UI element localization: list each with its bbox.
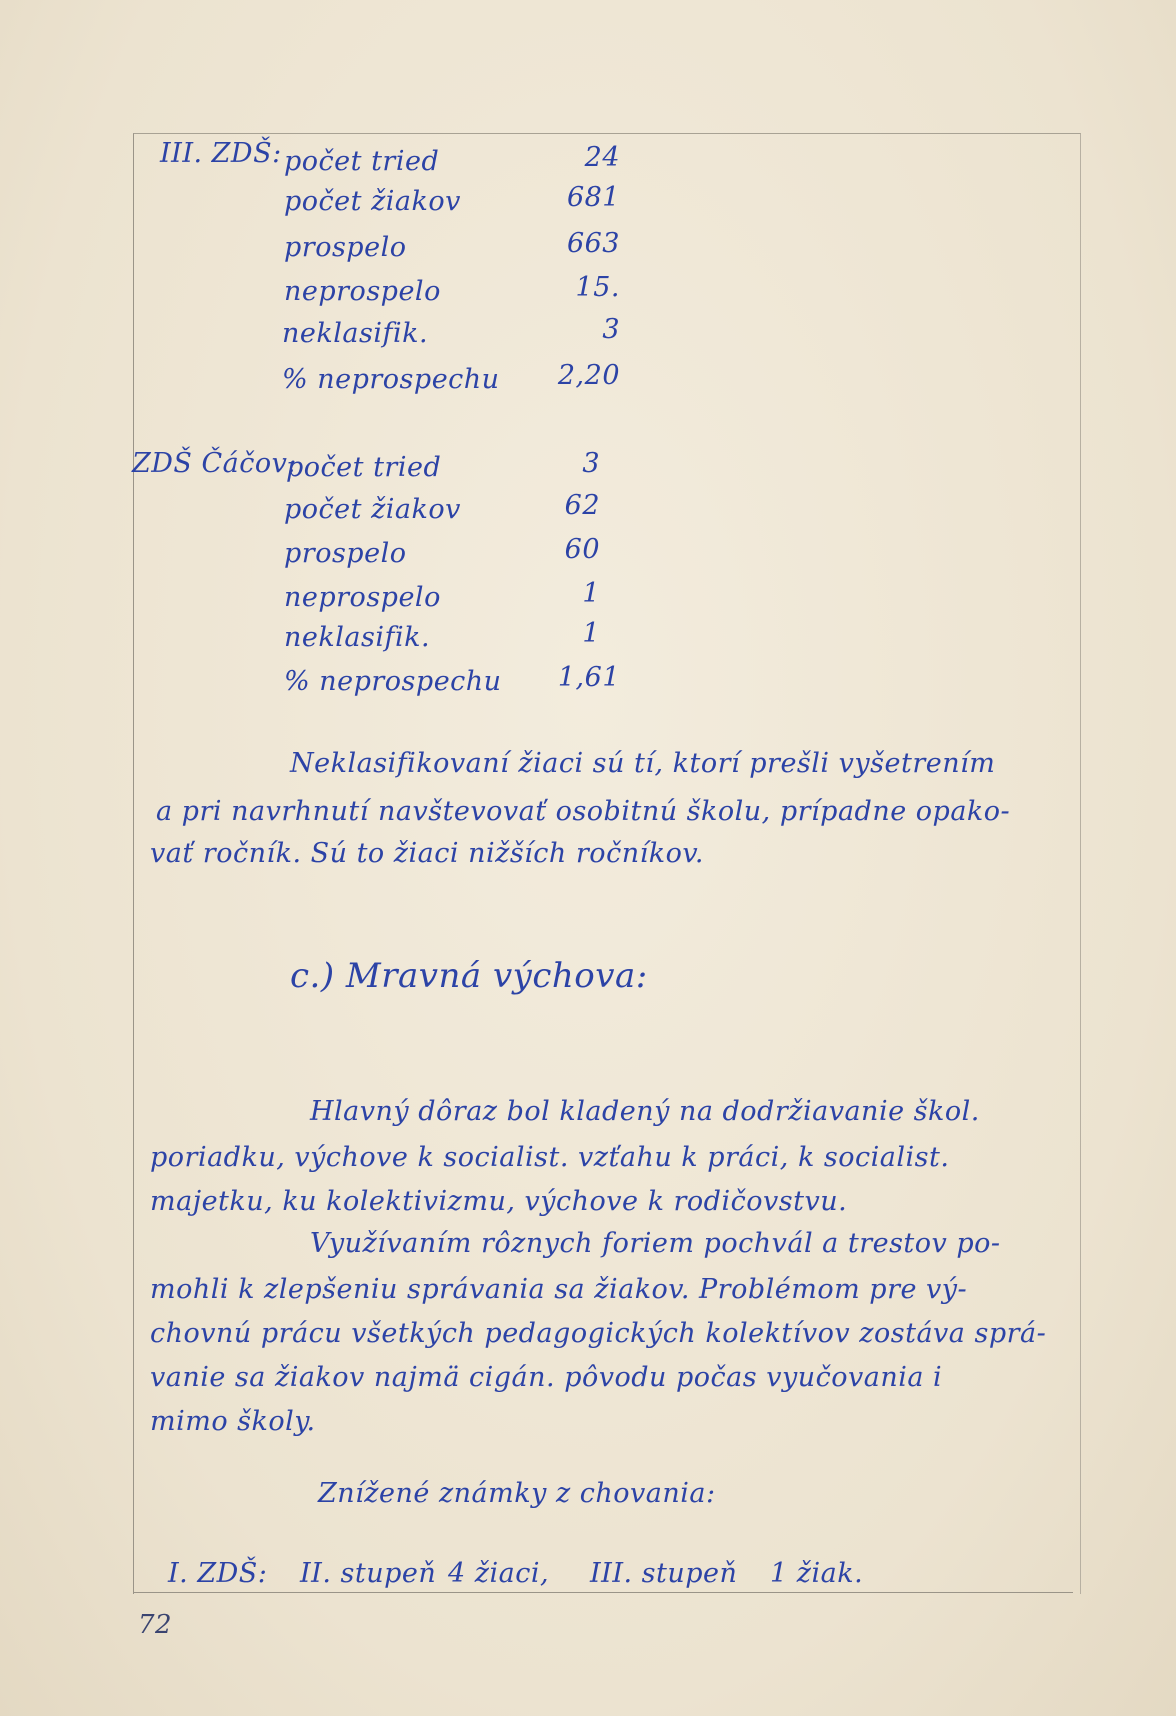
row-value: 62 (564, 490, 600, 521)
row-value: 663 (566, 228, 620, 259)
row-label: prospelo (284, 538, 407, 569)
paragraph-line: mohli k zlepšeniu správania sa žiakov. Problémom pre vý- (150, 1274, 968, 1305)
row-value: 1 (582, 578, 600, 609)
paragraph-line: mimo školy. (150, 1406, 316, 1437)
row-label: neprospelo (284, 582, 441, 613)
paragraph-line: poriadku, výchove k socialist. vzťahu k práci, k socialist. (150, 1142, 950, 1173)
row-label: neklasifik. (282, 318, 429, 349)
row-label: počet tried (284, 146, 440, 177)
paragraph-line: chovnú prácu všetkých pedagogických kolektívov zostáva sprá- (150, 1318, 1047, 1349)
row-value: 3 (582, 448, 600, 479)
paragraph-line: vanie sa žiakov najmä cigán. pôvodu počas vyučovania i (150, 1362, 943, 1393)
paragraph-line: Neklasifikovaní žiaci sú tí, ktorí prešli vyšetrením (290, 748, 996, 779)
row-value: 1 (582, 618, 600, 649)
last-line-item: III. stupeň (590, 1558, 738, 1589)
row-label: neklasifik. (284, 622, 431, 653)
school-label-iii: III. ZDŠ: (160, 138, 282, 169)
paragraph-line: Využívaním rôznych foriem pochvál a trestov po- (310, 1228, 1001, 1259)
row-value: 60 (564, 534, 600, 565)
page-number: 72 (138, 1610, 173, 1640)
row-value: 1,61 (557, 662, 620, 693)
paragraph-line: vať ročník. Sú to žiaci nižších ročníkov. (150, 838, 704, 869)
page-frame-bottom-line (133, 1592, 1073, 1593)
last-line-item: 1 žiak. (770, 1558, 864, 1589)
last-line-item: 4 žiaci, (448, 1558, 550, 1589)
row-label: prospelo (284, 232, 407, 263)
row-label: počet tried (286, 452, 442, 483)
row-value: 24 (584, 142, 620, 173)
paragraph-line: majetku, ku kolektivizmu, výchove k rodičovstvu. (150, 1186, 848, 1217)
last-line-item: II. stupeň (300, 1558, 437, 1589)
school-label-cacov: ZDŠ Čáčov: (132, 448, 297, 479)
row-value: 15. (575, 272, 620, 303)
row-value: 681 (566, 182, 620, 213)
row-value: 3 (602, 314, 620, 345)
row-label: % neprospechu (282, 364, 500, 395)
subsection-heading: Znížené známky z chovania: (318, 1478, 716, 1509)
section-heading: c.) Mravná výchova: (290, 956, 648, 996)
row-value: 2,20 (557, 360, 620, 391)
paragraph-line: a pri navrhnutí navštevovať osobitnú školu, prípadne opako- (156, 796, 1011, 827)
row-label: neprospelo (284, 276, 441, 307)
last-line-school: I. ZDŠ: (168, 1558, 268, 1589)
paragraph-line: Hlavný dôraz bol kladený na dodržiavanie škol. (310, 1096, 980, 1127)
row-label: počet žiakov (284, 494, 461, 525)
row-label: počet žiakov (284, 186, 461, 217)
row-label: % neprospechu (284, 666, 502, 697)
